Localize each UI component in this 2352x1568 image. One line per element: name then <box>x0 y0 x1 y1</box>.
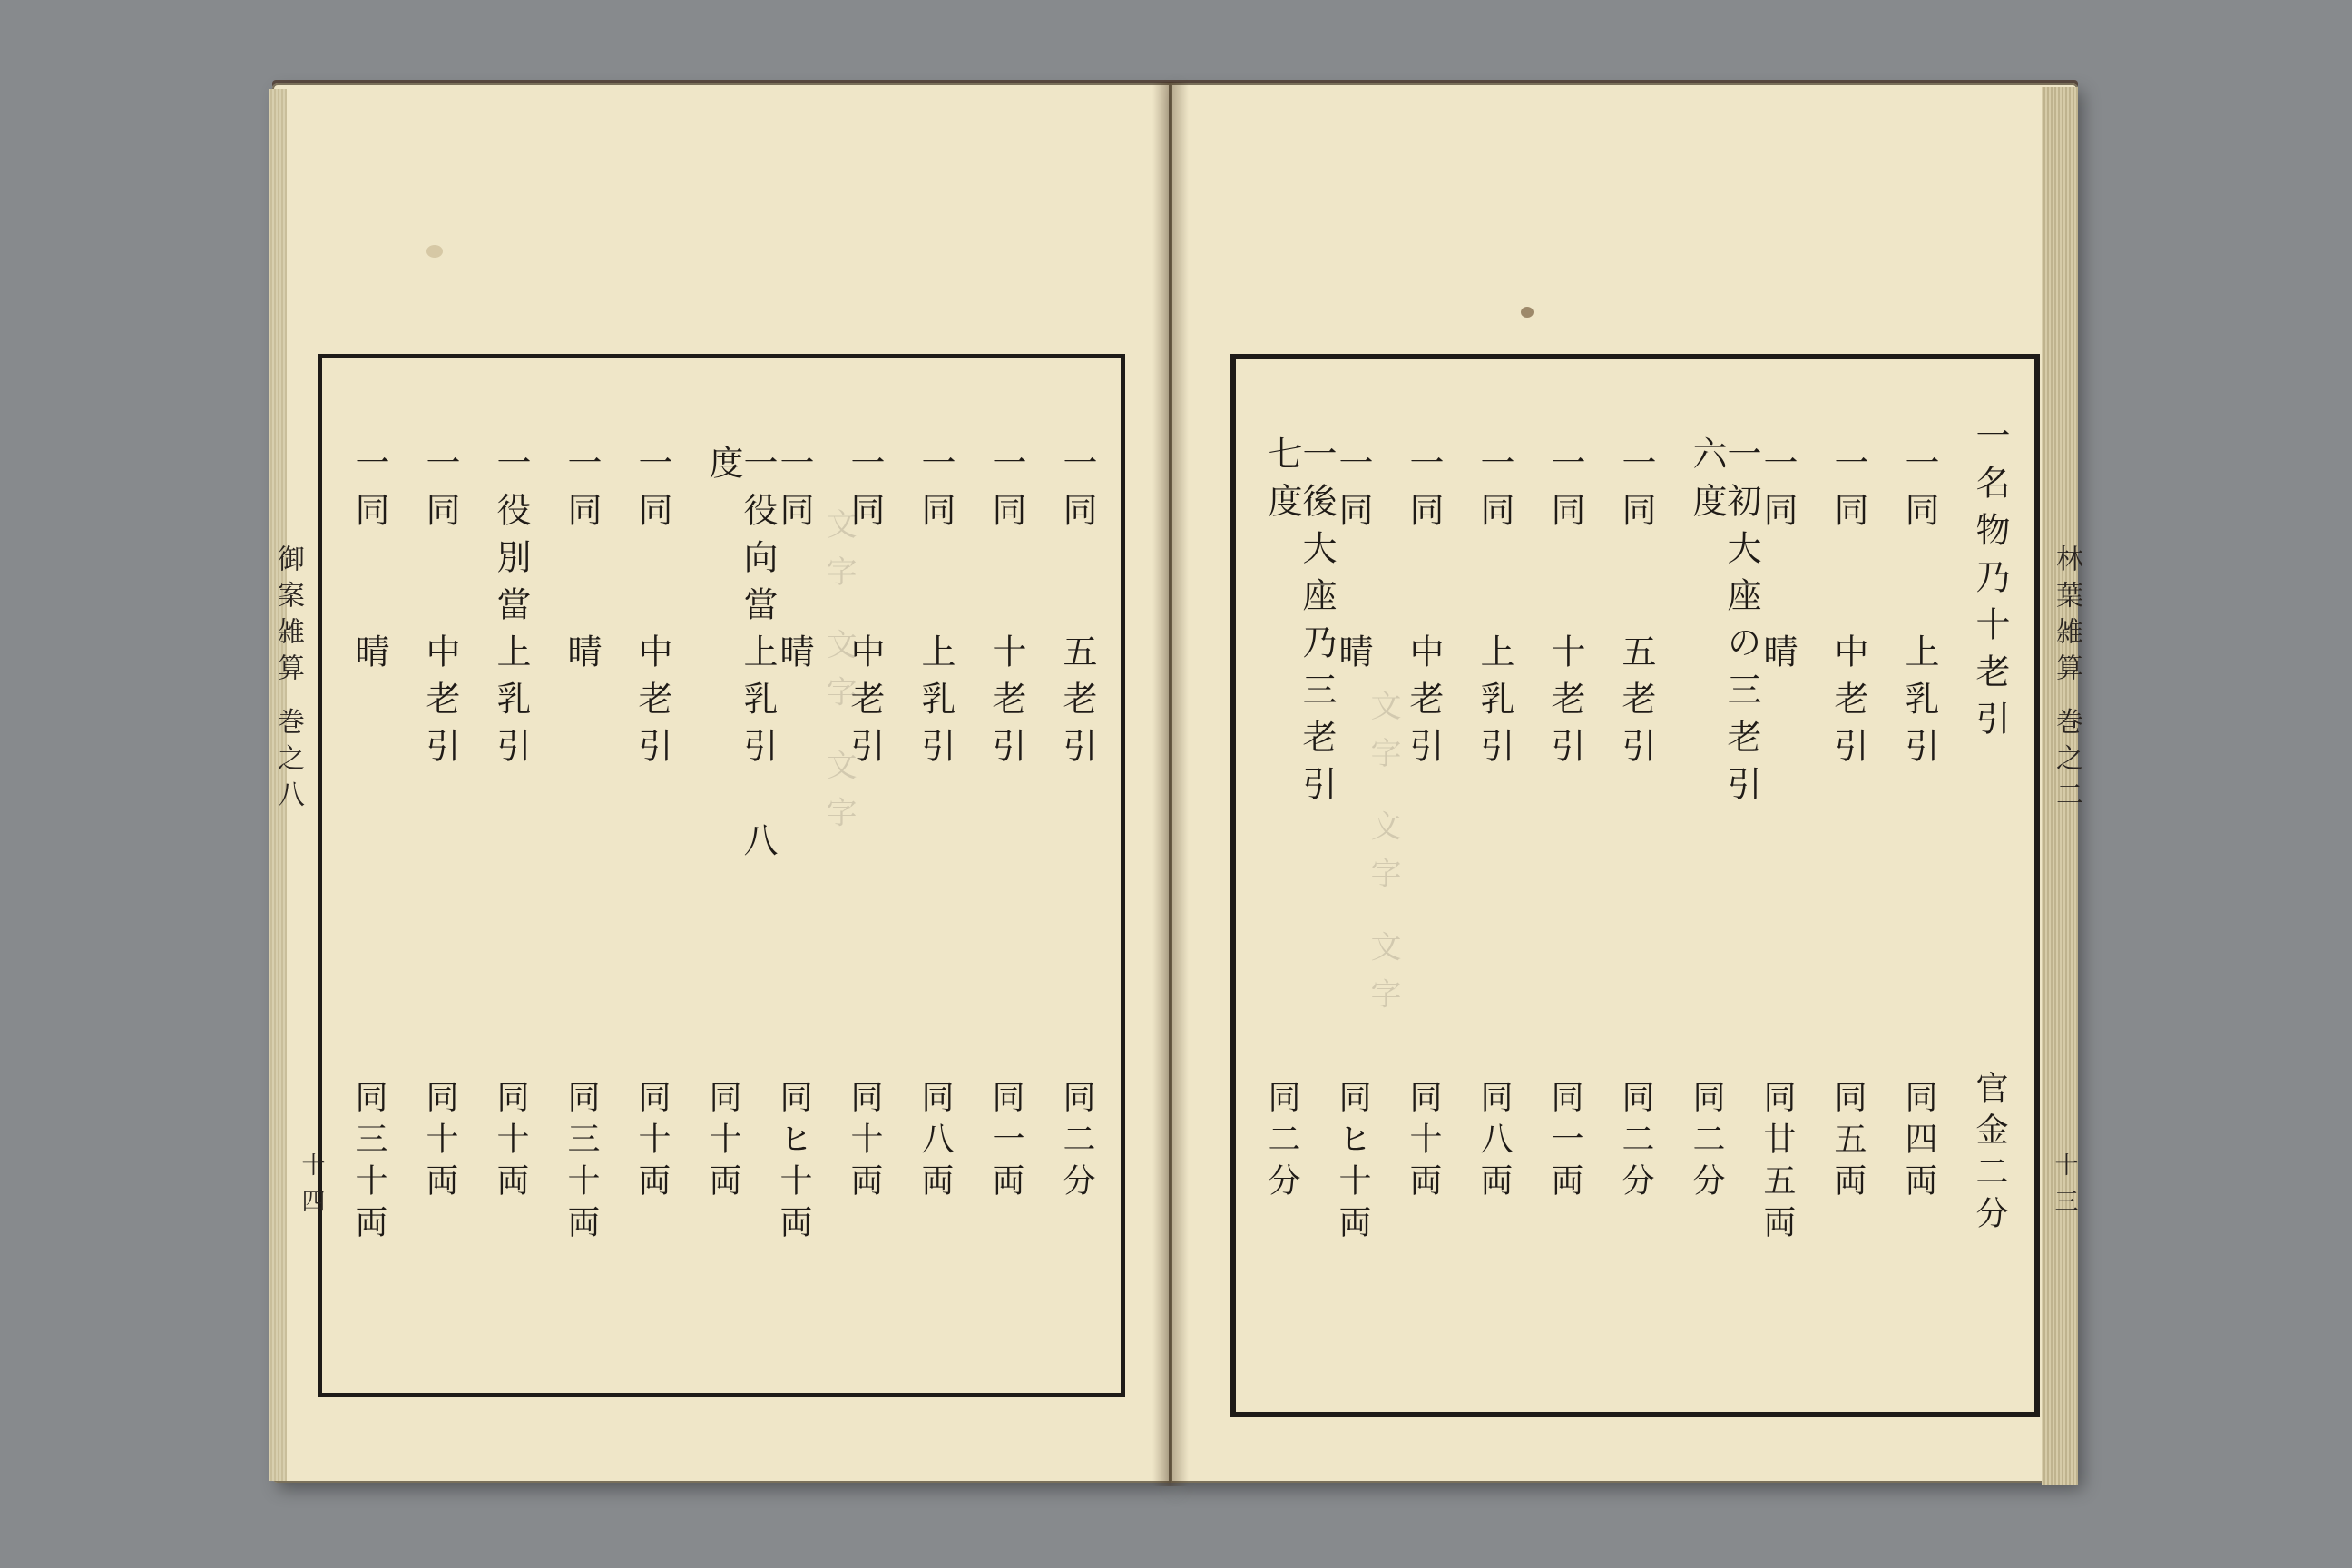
entry-item: 一後大座乃三老引 七度 <box>1262 436 1337 860</box>
entry-item: 一同 中老引 <box>1404 445 1444 775</box>
entry-amount: 同五両 <box>1829 1080 1867 1205</box>
entry-amount: 同三十両 <box>563 1080 600 1247</box>
entry-amount: 同八両 <box>1475 1080 1513 1205</box>
entry-item: 一同 十老引 <box>986 445 1026 775</box>
entry-item: 一同 上乳引 <box>1475 445 1514 775</box>
right-page-number: 十三 <box>2051 1152 2078 1225</box>
entry-item: 一同 中老引 <box>632 445 672 775</box>
entry-amount: 同二分 <box>1058 1080 1095 1205</box>
entry-item: 一同 晴 <box>562 445 602 681</box>
entry-amount: 同十両 <box>633 1080 671 1205</box>
entry-amount: 同ヒ十両 <box>775 1080 812 1247</box>
entry-amount: 同一両 <box>1546 1080 1583 1205</box>
entry-item: 一同 晴 <box>349 445 389 681</box>
entry-amount: 同三十両 <box>350 1080 387 1247</box>
entry-item: 一役別當上乳引 <box>491 445 531 775</box>
entry-item: 一名物乃十老引 <box>1970 417 2010 748</box>
entry-item: 一同 上乳引 <box>1899 445 1939 775</box>
entry-item: 一同 中老引 <box>845 445 885 775</box>
entry-item: 一同 晴 <box>1758 445 1798 681</box>
entry-item: 一役向當上乳引 八度 <box>703 445 778 869</box>
entry-amount: 同十両 <box>704 1080 741 1205</box>
entry-amount: 官金二分 <box>1971 1071 2008 1238</box>
bleed-through-text: 文字 文字 文字 <box>1365 690 1401 1025</box>
entry-amount: 同八両 <box>916 1080 954 1205</box>
entry-amount: 同十両 <box>492 1080 529 1205</box>
entry-item: 一同 晴 <box>774 445 814 681</box>
paper-stain <box>426 245 443 258</box>
right-side-title: 林葉雑算 巻之二 <box>2051 544 2082 817</box>
entry-amount: 同十両 <box>846 1080 883 1205</box>
entry-amount: 同二分 <box>1263 1080 1300 1205</box>
entry-amount: 同二分 <box>1688 1080 1725 1205</box>
entry-item: 一同 五老引 <box>1616 445 1656 775</box>
bleed-through-text: 文字 文字 文字 <box>820 508 857 844</box>
entry-item: 一同 中老引 <box>1828 445 1868 775</box>
entry-item: 一初大座の三老引 六度 <box>1687 436 1761 860</box>
spine-gutter <box>1152 82 1189 1486</box>
entry-item: 一同 晴 <box>1333 445 1373 681</box>
entry-amount: 同十両 <box>421 1080 458 1205</box>
entry-amount: 同一両 <box>987 1080 1024 1205</box>
entry-amount: 同二分 <box>1617 1080 1654 1205</box>
entry-item: 一同 上乳引 <box>916 445 956 775</box>
entry-amount: 同ヒ十両 <box>1334 1080 1371 1247</box>
paper-stain <box>1521 307 1534 318</box>
entry-item: 一同 十老引 <box>1545 445 1585 775</box>
left-page-number: 十四 <box>298 1152 325 1225</box>
entry-item: 一同 中老引 <box>420 445 460 775</box>
entry-item: 一同 五老引 <box>1057 445 1097 775</box>
entry-amount: 同十両 <box>1405 1080 1442 1205</box>
left-side-title: 御案雑算 巻之八 <box>272 544 304 817</box>
entry-amount: 同廿五両 <box>1759 1080 1796 1247</box>
entry-amount: 同四両 <box>1900 1080 1937 1205</box>
